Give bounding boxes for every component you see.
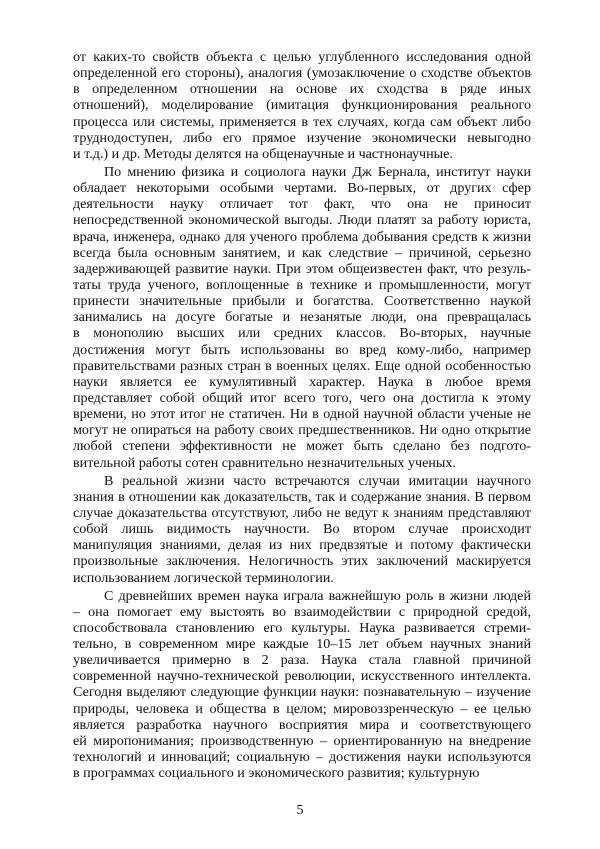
text-line: По мнению физика и социолога науки Дж Бернала, институт науки xyxy=(104,163,531,180)
text-line: С древнейших времен наука играла важнейшую роль в жизни людей xyxy=(104,587,531,604)
text-line: В реальной жизни часто встречаются случаи имитации научного xyxy=(104,472,531,489)
text-line: времени, но этот итог не статичен. Ни в одной научной области ученые не xyxy=(73,406,531,423)
text-line: и т.д.) и др. Методы делятся на общенаучные и частнонаучные. xyxy=(73,145,453,162)
text-line: современной научно-технической революции, искусственного интеллекта. xyxy=(73,668,531,685)
text-line: всегда была основным занятием, и как следствие – причиной, серьезно xyxy=(73,244,531,261)
text-line: любой степени эффективности не может быть сделано без подгото- xyxy=(73,438,531,455)
text-line: тельно, в современном мире каждые 10–15 лет объем научных знаний xyxy=(73,636,531,653)
paragraph xyxy=(73,164,531,471)
text-line: представляет собой общий итог всего того, чего она достигла к этому xyxy=(73,389,531,406)
text-line: – она помогает ему выстоять во взаимодействии с природной средой, xyxy=(73,603,531,620)
text-line: Сегодня выделяют следующие функции науки: познавательную – изучение xyxy=(73,684,531,701)
text-line: таты труда ученого, воплощенные в технике и промышленности, могут xyxy=(73,276,531,293)
text-line: вительной работы сотен сравнительно незначительных ученых. xyxy=(73,454,456,471)
text-line: процесса или системы, применяется в тех случаях, когда сам объект либо xyxy=(73,113,531,130)
text-line: ей миропонимания; производственную – ориентированную на внедрение xyxy=(73,732,531,749)
page-number: 5 xyxy=(296,803,304,818)
text-line: отношений), моделирование (имитация функционирования реального xyxy=(73,97,531,114)
paragraph xyxy=(73,49,531,162)
text-line: достижения могут быть использованы во вред кому-либо, например xyxy=(73,341,531,358)
text-line: манипуляция знаниями, делая из них предвзятые и потому фактически xyxy=(73,537,531,554)
paragraph xyxy=(73,588,531,782)
text-line: правительствами разных стран в военных целях. Еще одной особенностью xyxy=(73,357,531,374)
text-line: деятельности науку отличает тот факт, что она не приносит xyxy=(73,196,531,213)
paragraph xyxy=(73,473,531,586)
body-text xyxy=(73,49,531,781)
text-line: от каких-то свойств объекта с целью углубленного исследования одной xyxy=(73,49,531,65)
text-line: врача, инженера, однако для ученого проблема добывания средств к жизни xyxy=(73,228,531,245)
text-line: задерживающей развитие науки. При этом общеизвестен факт, что резуль- xyxy=(73,260,531,277)
text-line: обладает некоторыми особыми чертами. Во-первых, от других сфер xyxy=(73,180,531,197)
text-line: в программах социального и экономического развития; культурную xyxy=(73,765,480,782)
text-line: труднодоступен, либо его прямое изучение экономически невыгодно xyxy=(73,129,531,146)
text-line: определенной его стороны), аналогия (умозаключение о сходстве объектов xyxy=(73,65,531,82)
text-line: способствовала становлению его культуры. Наука развивается стреми- xyxy=(73,619,531,636)
text-line: природы, человека и общества в целом; мировоззренческую – ее целью xyxy=(73,700,531,717)
text-line: технологий и инноваций; социальную – достижения науки используются xyxy=(73,749,531,766)
text-line: является разработка научного восприятия мира и соответствующего xyxy=(73,716,531,733)
text-line: произвольные заключения. Нелогичность этих заключений маскируется xyxy=(73,553,531,570)
text-line: в определенном отношении на основе их сходства в ряде иных xyxy=(73,81,531,98)
text-line: случае доказательства отсутствуют, либо не ведут к знаниям представляют xyxy=(73,504,531,521)
text-line: науки является ее кумулятивный характер. Наука в любое время xyxy=(73,373,531,390)
text-line: увеличивается примерно в 2 раза. Наука стала главной причиной xyxy=(73,652,531,669)
text-line: непосредственной экономической выгоды. Люди платят за работу юриста, xyxy=(73,212,531,229)
text-line: собой лишь видимость научности. Во втором случае происходит xyxy=(73,521,531,538)
text-line: использованием логической терминологии. xyxy=(73,569,334,586)
text-line: принести значительные прибыли и богатства. Соответственно наукой xyxy=(73,293,531,310)
text-line: могут не опираться на работу своих предшественников. Ни одно открытие xyxy=(73,422,531,439)
text-line: занимались на досуге богатые и незанятые люди, она превращалась xyxy=(73,309,531,326)
text-line: знания в отношении как доказательств, так и содержание знания. В первом xyxy=(73,488,531,505)
text-line: в монополию высших или средних классов. Во-вторых, научные xyxy=(73,325,531,342)
